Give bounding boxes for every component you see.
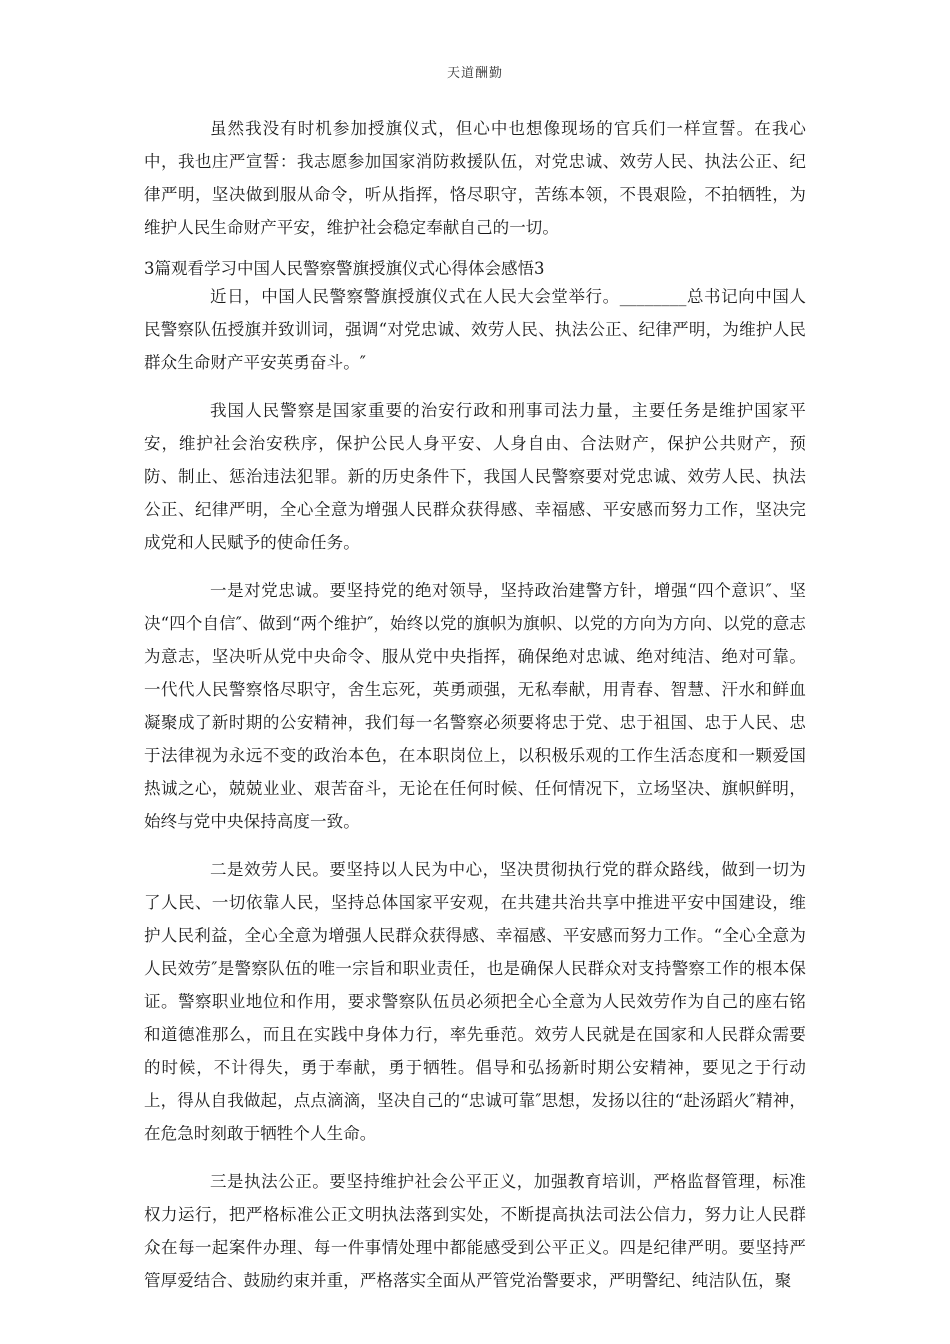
- document-body: [144, 112, 806, 1312]
- page-header: 天道酬勤: [446, 66, 503, 81]
- section-title: 3篇观看学习中国人民警察警旗授旗仪式心得体会感悟3: [144, 259, 545, 278]
- paragraph: 三是执法公正。要坚持维护社会公平正义，加强教育培训，严格监督管理，标准权力运行，把严格标准公正文明执法落到实处，不断提高执法司法公信力，努力让人民群众在每一起案件办理、每一件事情处理中都能感受到公平正义。四是纪律严明。要坚持严管厚爱结合、鼓励约束并重，严格落实全面从严管党治警要求，严明警纪、纯洁队伍，聚: [144, 1172, 806, 1290]
- paragraph: 二是效劳人民。要坚持以人民为中心，坚决贯彻执行党的群众路线，做到一切为了人民、一切依靠人民，坚持总体国家平安观，在共建共治共享中推进平安中国建设，维护人民利益，全心全意为增强人民群众获得感、幸福感、平安感而努力工作。“全心全意为人民效劳″是警察队伍的唯一宗旨和职业责任，也是确保人民群众对支持警察工作的根本保证。警察职业地位和作用，要求警察队伍员必须把全心全意为人民效劳作为自己的座右铭和道德准那么，而且在实践中身体力行，率先垂范。效劳人民就是在国家和人民群众需要的时候，不计得失，勇于奉献，勇于牺牲。倡导和弘扬新时期公安精神，要见之于行动上，得从自我做起，点点滴滴，坚决自己的“忠诚可靠″思想，发扬以往的“赴汤蹈火″精神，在危急时刻敢于牺牲个人生命。: [144, 860, 806, 1143]
- paragraph: 虽然我没有时机参加授旗仪式，但心中也想像现场的官兵们一样宣誓。在我心中，我也庄严宣誓：我志愿参加国家消防救援队伍，对党忠诚、效劳人民、执法公正、纪律严明，坚决做到服从命令，听从指挥，恪尽职守，苦练本领，不畏艰险，不拍牺牲，为维护人民生命财产平安，维护社会稳定奉献自己的一切。: [144, 119, 806, 237]
- paragraph: 一是对党忠诚。要坚持党的绝对领导，坚持政治建警方针，增强“四个意识″、坚决“四个自信″、做到“两个维护″，始终以党的旗帜为旗帜、以党的方向为方向、以党的意志为意志，坚决听从党中央命令、服从党中央指挥，确保绝对忠诚、绝对纯洁、绝对可靠。一代代人民警察恪尽职守，舍生忘死，英勇顽强，无私奉献，用青春、智慧、汗水和鲜血凝聚成了新时期的公安精神，我们每一名警察必须要将忠于党、忠于祖国、忠于人民、忠于法律视为永远不变的政治本色，在本职岗位上，以积极乐观的工作生活态度和一颗爱国热诚之心，兢兢业业、艰苦奋斗，无论在任何时候、任何情况下，立场坚决、旗帜鲜明，始终与党中央保持高度一致。: [144, 581, 806, 831]
- paragraph: 我国人民警察是国家重要的治安行政和刑事司法力量，主要任务是维护国家平安，维护社会治安秩序，保护公民人身平安、人身自由、合法财产，保护公共财产，预防、制止、惩治违法犯罪。新的历史条件下，我国人民警察要对党忠诚、效劳人民、执法公正、纪律严明，全心全意为增强人民群众获得感、幸福感、平安感而努力工作，坚决完成党和人民赋予的使命任务。: [144, 401, 806, 552]
- paragraph: 近日，中国人民警察警旗授旗仪式在人民大会堂举行。________总书记向中国人民警察队伍授旗并致训词，强调“对党忠诚、效劳人民、执法公正、纪律严明，为维护人民群众生命财产平安英勇奋斗。″: [144, 287, 806, 372]
